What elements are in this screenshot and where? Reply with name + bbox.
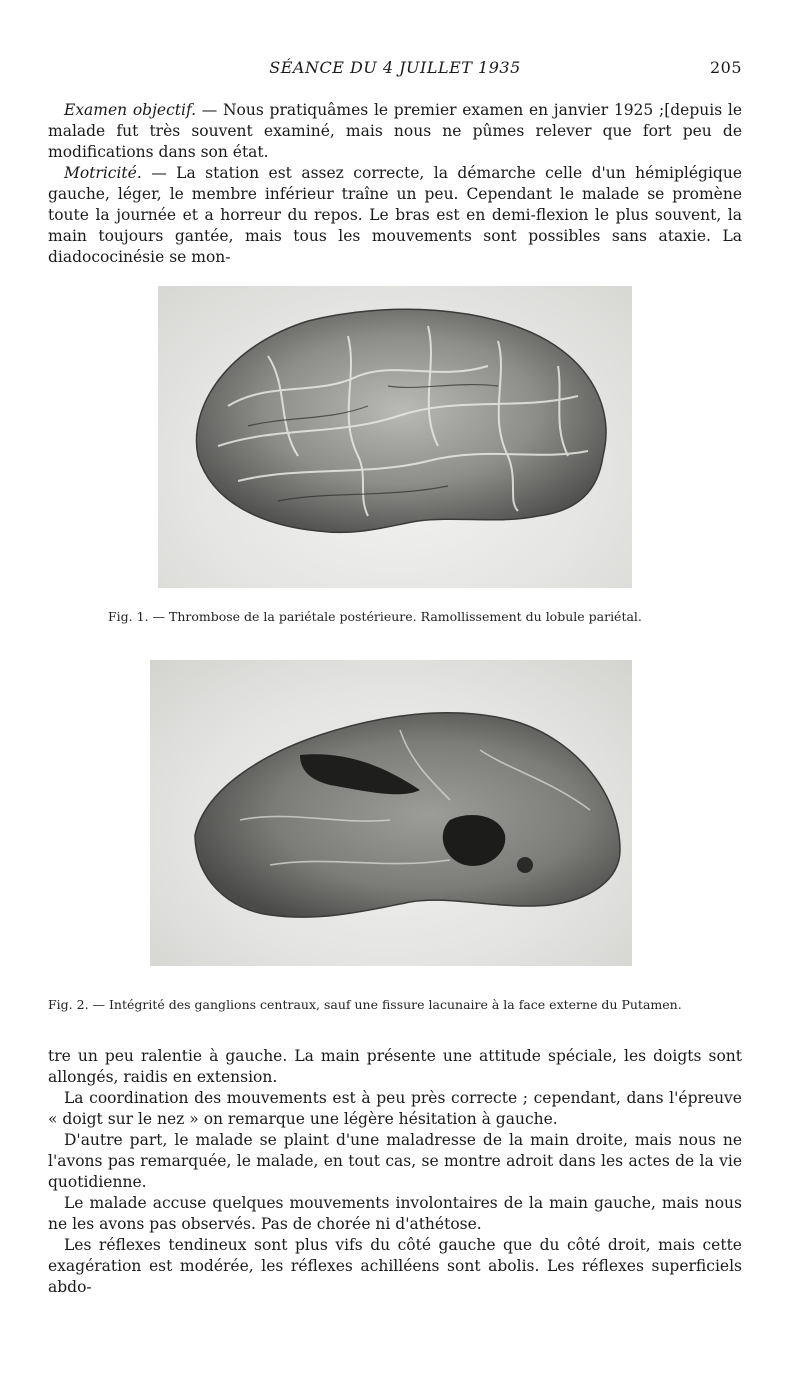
paragraph-coordination: La coordination des mouvements est à peu près correcte ; cependant, dans l'épreuve « doigt sur le nez » on remarque une légère hésitation à gauche.: [48, 1089, 742, 1128]
page-number: 205: [709, 58, 742, 77]
figure-1-caption: Fig. 1. — Thrombose de la pariétale postérieure. Ramollissement du lobule pariétal.: [108, 609, 642, 624]
paragraph-motricite: [48, 163, 742, 268]
figure-1-illustration: [158, 286, 632, 588]
paragraph-mouvements-involontaires: Le malade accuse quelques mouvements involontaires de la main gauche, mais nous ne les avons pas observés. Pas de chorée ni d'athétose.: [48, 1194, 742, 1233]
paragraph-maladresse: D'autre part, le malade se plaint d'une maladresse de la main droite, mais nous ne l'avons pas remarquée, le malade, en tout cas, se montre adroit dans les actes de la vie quotidienne.: [48, 1131, 742, 1191]
paragraph-text: — La station est assez correcte, la démarche celle d'un hémiplégique gauche, léger, le membre inférieur traîne un peu. Cependant le malade se promène toute la journée et a horreur du repos. Le bras est en demi-flexion le plus souvent, la main toujours gantée, mais tous les mouvements sont possibles sans ataxie. La diadococinésie se mon-: [48, 164, 742, 266]
figure-1-brain-photo: [158, 286, 632, 588]
paragraph-reflexes: Les réflexes tendineux sont plus vifs du côté gauche que du côté droit, mais cette exagération est modérée, les réflexes achilléens sont abolis. Les réflexes superficiels abdo-: [48, 1236, 742, 1296]
header-title: SÉANCE DU 4 JUILLET 1935: [269, 58, 521, 77]
figure-2-brain-section-photo: [150, 660, 632, 966]
paragraph-text: — Nous pratiquâmes le premier examen en janvier 1925 ;[depuis le malade fut très souvent examiné, mais nous ne pûmes relever que fort peu de modifications dans son état.: [48, 101, 742, 161]
running-header: [48, 58, 742, 82]
paragraph-continuation: tre un peu ralentie à gauche. La main présente une attitude spéciale, les doigts sont allongés, raidis en extension.: [48, 1047, 742, 1086]
paragraph-lead: Motricité.: [64, 164, 142, 182]
paragraph-lead: Examen objectif.: [64, 101, 197, 119]
paragraph-examen-objectif: [48, 100, 742, 163]
figure-2-caption: Fig. 2. — Intégrité des ganglions centraux, sauf une fissure lacunaire à la face externe du Putamen.: [48, 997, 682, 1012]
figure-2-illustration: [150, 660, 632, 966]
